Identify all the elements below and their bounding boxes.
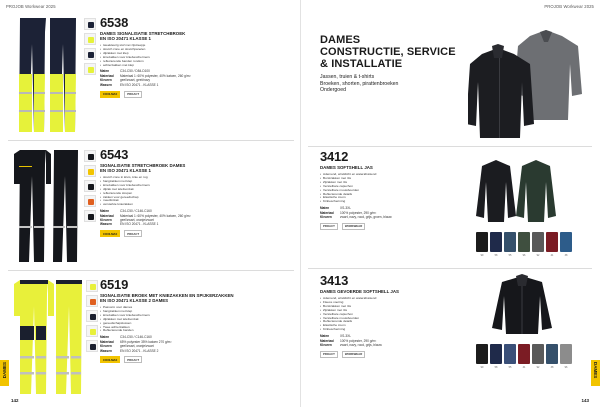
- detail-thumbnail[interactable]: [84, 210, 96, 222]
- section-divider: [308, 146, 592, 147]
- feature-item: • Kinbescherming: [320, 328, 470, 332]
- color-swatch[interactable]: 41: [518, 344, 530, 364]
- feature-item: • Reflecterende details: [320, 320, 470, 324]
- coolmax-logo: COOLMAX: [100, 230, 120, 237]
- softshell-jackets-icon: [468, 24, 588, 144]
- feature-item: • hangzakken met klep: [100, 180, 290, 184]
- page-number-left: 142: [11, 398, 19, 403]
- page-number-right: 143: [581, 398, 589, 403]
- feature-item: • Reflecterende banden: [100, 329, 290, 333]
- product-3413-image: [490, 272, 560, 336]
- detail-thumbnail[interactable]: [86, 295, 98, 307]
- workwear-logo: WORKWEAR: [342, 351, 365, 358]
- feature-item: • dijzak met telefoonzak: [100, 188, 290, 192]
- detail-thumbnail[interactable]: [84, 150, 96, 162]
- certification-logos: [320, 223, 470, 230]
- detail-thumbnail[interactable]: [84, 18, 96, 30]
- color-swatch[interactable]: 55: [504, 344, 516, 364]
- feature-item: • kniezakken voor kniebeschermers: [100, 56, 290, 60]
- feature-item: • Twee achterzakken: [100, 326, 290, 330]
- product-6543-image: [10, 146, 82, 264]
- product-6538: [100, 16, 290, 98]
- detail-thumbnail[interactable]: [84, 195, 96, 207]
- feature-item: • Borstzakken met rits: [320, 177, 470, 181]
- product-6519-image: [14, 276, 86, 396]
- detail-thumbnail[interactable]: [86, 325, 98, 337]
- certification-logos: [100, 230, 290, 237]
- product-number: 6543: [100, 147, 129, 162]
- detail-thumbnail[interactable]: [86, 280, 98, 292]
- product-6543-thumbnails: [84, 150, 96, 222]
- product-title: DAMES GEVOERDE SOFTSHELL JAS: [320, 289, 399, 294]
- feature-item: • stretch zone en stretchpanelen: [100, 48, 290, 52]
- feature-item: • kniezakken voor kniebeschermers: [100, 184, 290, 188]
- proact-logo: PROACT: [124, 230, 142, 237]
- hero-jackets-image: [468, 24, 588, 144]
- section-divider: [8, 140, 294, 141]
- feature-item: • zakken voor gereedschap: [100, 196, 290, 200]
- feature-item: • meetlintzak: [100, 199, 290, 203]
- feature-item: • Ademend, winddicht en waterafstotend: [320, 297, 470, 301]
- feature-item: • versterkte kniezakken: [100, 203, 290, 207]
- color-swatch[interactable]: 96: [560, 344, 572, 364]
- feature-item: • dijzakken met telefoonzak: [100, 318, 290, 322]
- workwear-logo: WORKWEAR: [342, 223, 365, 230]
- certification-logos: [100, 356, 290, 363]
- stretch-trouser-black-icon: [10, 146, 82, 264]
- proact-logo: PROACT: [124, 356, 142, 363]
- running-head-right: PROJOB Workwear 2025: [544, 4, 594, 9]
- feature-item: • Verstelbare mouwboorden: [320, 189, 470, 193]
- color-swatch[interactable]: 92: [532, 232, 544, 252]
- color-swatch[interactable]: 99: [476, 232, 488, 252]
- spec-table: Maten C34-C50 / D84-D100 Materiaal Materiaal 1: 60% polyester, 40% katoen, 260 g/m² Kleuren geel/zwart, geel/navy Wassen EN ISO 20471 - KLASSE 1: [100, 69, 191, 87]
- feature-item: • tweekleurig stof met zijstreepje: [100, 44, 290, 48]
- detail-thumbnail[interactable]: [84, 180, 96, 192]
- product-3412-image: [476, 156, 556, 224]
- product-3412-color-swatches: [476, 232, 572, 257]
- feature-item: • hangzakken met klep: [100, 310, 290, 314]
- product-number: 3412: [320, 149, 349, 164]
- feature-list: [320, 173, 470, 204]
- section-divider: [8, 270, 294, 271]
- feature-item: • dijzakken met klep: [100, 52, 290, 56]
- feature-item: • Elastische zoom: [320, 196, 470, 200]
- detail-thumbnail[interactable]: [84, 33, 96, 45]
- feature-item: • reflecterende banden rondom: [100, 60, 290, 64]
- product-title: SIGNALISATIE STRETCHBROEK DAMES EN ISO 20471 KLASSE 1: [100, 163, 186, 173]
- padded-softshell-jacket-icon: [490, 272, 560, 336]
- color-swatch[interactable]: 41: [546, 232, 558, 252]
- feature-list: [100, 306, 290, 333]
- feature-item: • kniezakken voor kniebeschermers: [100, 314, 290, 318]
- hi-vis-trouser-yellow-black-icon: [10, 14, 82, 134]
- product-6519-thumbnails: [86, 280, 98, 352]
- proact-logo: PROACT: [124, 91, 142, 98]
- product-3413-color-swatches: [476, 344, 572, 369]
- color-swatch[interactable]: 58: [490, 344, 502, 364]
- section-tab-label-right: DAMES: [593, 362, 598, 379]
- product-3413: [320, 274, 470, 358]
- color-swatch[interactable]: 99: [476, 344, 488, 364]
- section-tab-label-left: DAMES: [2, 362, 7, 379]
- spec-table: Maten XS-3XL Materiaal 100% polyester, 290 g/m² Kleuren zwart, navy, rood, grijs, blauw: [320, 334, 382, 347]
- feature-item: • Kinbescherming: [320, 200, 470, 204]
- feature-item: • Fleece voering: [320, 301, 470, 305]
- color-swatch[interactable]: 55: [504, 232, 516, 252]
- color-swatch[interactable]: 58: [490, 232, 502, 252]
- proact-logo: PROACT: [320, 223, 338, 230]
- product-number: 3413: [320, 273, 349, 288]
- detail-thumbnail[interactable]: [86, 340, 98, 352]
- detail-thumbnail[interactable]: [84, 48, 96, 60]
- softshell-jacket-black-icon: [476, 156, 556, 224]
- feature-item: • Elastische zoom: [320, 324, 470, 328]
- feature-list: [100, 176, 290, 207]
- spec-table: Maten C34-C50 / C146-C160 Materiaal 65% polyester 35% katoen 270 g/m² Kleuren geel/zwart, oranje/zwart Wassen EN ISO 20471 - KLASSE 2: [100, 335, 172, 353]
- product-6538-image: [10, 14, 82, 134]
- product-title: DAMES SOFTSHELL JAS: [320, 165, 373, 170]
- product-6538-thumbnails: [84, 18, 96, 75]
- coolmax-logo: COOLMAX: [100, 356, 120, 363]
- product-3412: [320, 150, 470, 230]
- color-swatch[interactable]: 38: [546, 344, 558, 364]
- spec-table: Maten XS-3XL Materiaal 100% polyester, 290 g/m² Kleuren zwart, navy, rood, grijs, groen, blauw: [320, 206, 392, 220]
- product-number: 6538: [100, 15, 129, 30]
- feature-item: • Pasvorm voor dames: [100, 306, 290, 310]
- feature-item: • gereedschapslussen: [100, 322, 290, 326]
- feature-item: • Borstzakken met rits: [320, 305, 470, 309]
- feature-item: • Reflecterende details: [320, 193, 470, 197]
- hero-title: DAMES CONSTRUCTIE, SERVICE & INSTALLATIE: [320, 34, 456, 70]
- product-6519: [100, 278, 290, 363]
- proact-logo: PROACT: [320, 351, 338, 358]
- section-divider: [308, 268, 592, 269]
- detail-thumbnail[interactable]: [84, 63, 96, 75]
- feature-item: • reflecterende strepen: [100, 192, 290, 196]
- detail-thumbnail[interactable]: [84, 165, 96, 177]
- running-head-left: PROJOB Workwear 2025: [6, 4, 56, 9]
- product-title: DAMES SIGNALISATIE STRETCHBROEK EN ISO 20471 KLASSE 1: [100, 31, 186, 41]
- feature-list: [100, 44, 290, 67]
- color-swatch[interactable]: 96: [518, 232, 530, 252]
- certification-logos: [100, 91, 290, 98]
- product-6543: [100, 148, 290, 237]
- color-swatch[interactable]: 92: [532, 344, 544, 364]
- hi-vis-trouser-knee-pockets-icon: [14, 276, 86, 396]
- feature-item: • stretch zone in kruis, knie en rug: [100, 176, 290, 180]
- coolmax-logo: COOLMAX: [100, 91, 120, 98]
- feature-item: • Verstelbare mouwboorden: [320, 317, 470, 321]
- hero-intro: [320, 34, 460, 94]
- spec-table: Maten C34-C50 / C146-C160 Materiaal Materiaal 1: 60% polyester, 40% katoen, 260 g/m² Kleuren geel/zwart, oranje/zwart Wassen EN ISO 20471 - KLASSE 1: [100, 209, 191, 227]
- feature-item: • achterzakken met klep: [100, 64, 290, 68]
- product-number: 6519: [100, 277, 129, 292]
- feature-list: [320, 297, 470, 332]
- right-page: [300, 0, 600, 407]
- certification-logos: [320, 351, 470, 358]
- feature-item: • Zijzakken met rits: [320, 181, 470, 185]
- feature-item: • Zijzakken met rits: [320, 309, 470, 313]
- hero-subtitle: Jassen, truien & t-shirts Broeken, shorten, pirattenbroeken Ondergoed: [320, 74, 399, 93]
- feature-item: • Ademend, winddicht en waterafstotend: [320, 173, 470, 177]
- product-title: SIGNALISATIE BROEK MET KNIEZAKKEN EN SPIJKERZAKKEN EN ISO 20471 KLASSE 2 DAMES: [100, 293, 234, 303]
- detail-thumbnail[interactable]: [86, 310, 98, 322]
- feature-item: • Verstelbare capuchon: [320, 313, 470, 317]
- feature-item: • Verstelbare capuchon: [320, 185, 470, 189]
- color-swatch[interactable]: 38: [560, 232, 572, 252]
